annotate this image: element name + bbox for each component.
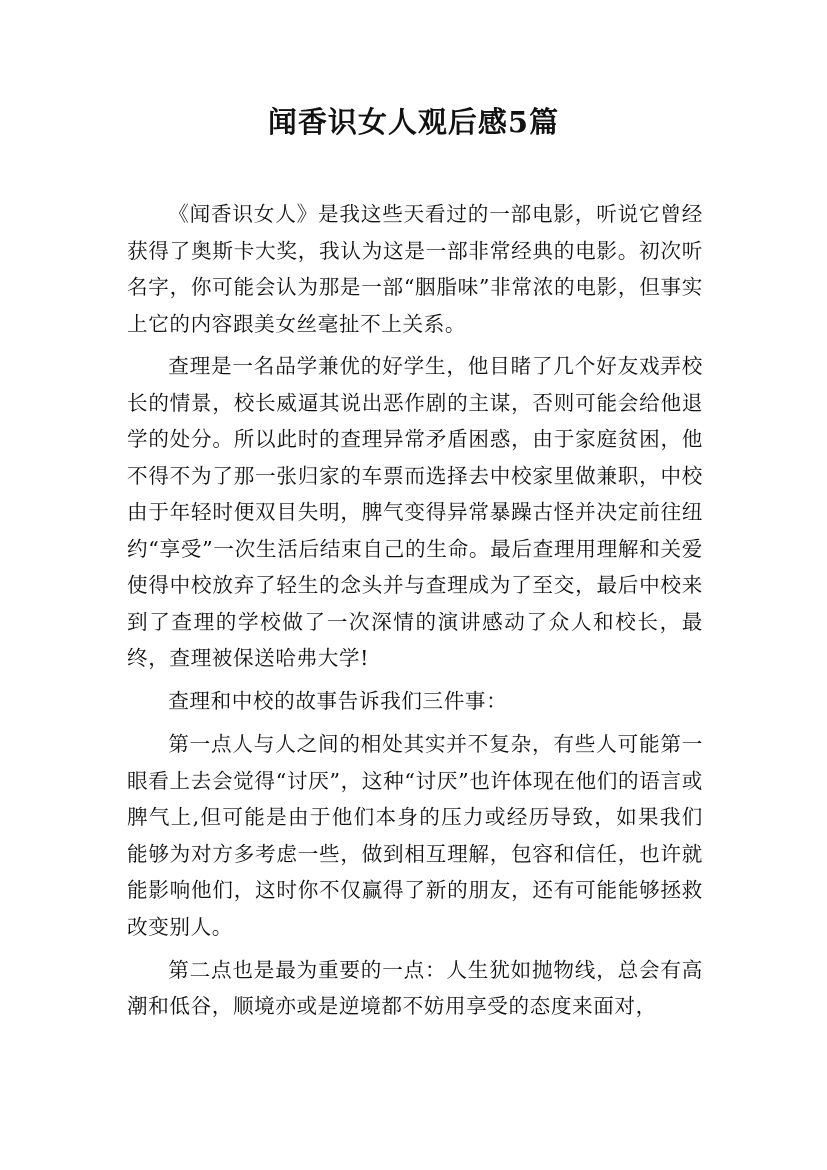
paragraph-lesson-one: 第一点人与人之间的相处其实并不复杂，有些人可能第一眼看上去会觉得“讨厌”，这种“讨厌”也许体现在他们的语言或脾气上,但可能是由于他们本身的压力或经历导致，如果我们能够为对方多考虑一些，做到相互理解，包容和信任，也许就能影响他们，这时你不仅赢得了新的朋友，还有可能能够拯救改变别人。 — [127, 732, 703, 939]
paragraph-plot: 查理是一名品学兼优的好学生，他目睹了几个好友戏弄校长的情景，校长威逼其说出恶作剧的主谋，否则可能会给他退学的处分。所以此时的查理异常矛盾困惑，由于家庭贫困，他不得不为了那一张归家的车票而选择去中校家里做兼职，中校由于年轻时便双目失明，脾气变得异常暴躁古怪并决定前往纽约“享受”一次生活后结束自己的生命。最后查理用理解和关爱使得中校放弃了轻生的念头并与查理成为了至交，最后中校来到了查理的学校做了一次深情的演讲感动了众人和校长，最终，查理被保送哈弗大学! — [127, 354, 703, 671]
document-body — [127, 196, 703, 1025]
paragraph-lesson-two: 第二点也是最为重要的一点：人生犹如抛物线，总会有高潮和低谷，顺境亦或是逆境都不妨用享受的态度来面对， — [127, 957, 703, 1019]
paragraph-intro: 《闻香识女人》是我这些天看过的一部电影，听说它曾经获得了奥斯卡大奖，我认为这是一部非常经典的电影。初次听名字，你可能会认为那是一部“胭脂味”非常浓的电影，但事实上它的内容跟美女丝毫扯不上关系。 — [127, 202, 703, 336]
document-title: 闻香识女人观后感5篇 — [267, 105, 560, 139]
paragraph-lessons-intro: 查理和中校的故事告诉我们三件事： — [168, 689, 508, 714]
